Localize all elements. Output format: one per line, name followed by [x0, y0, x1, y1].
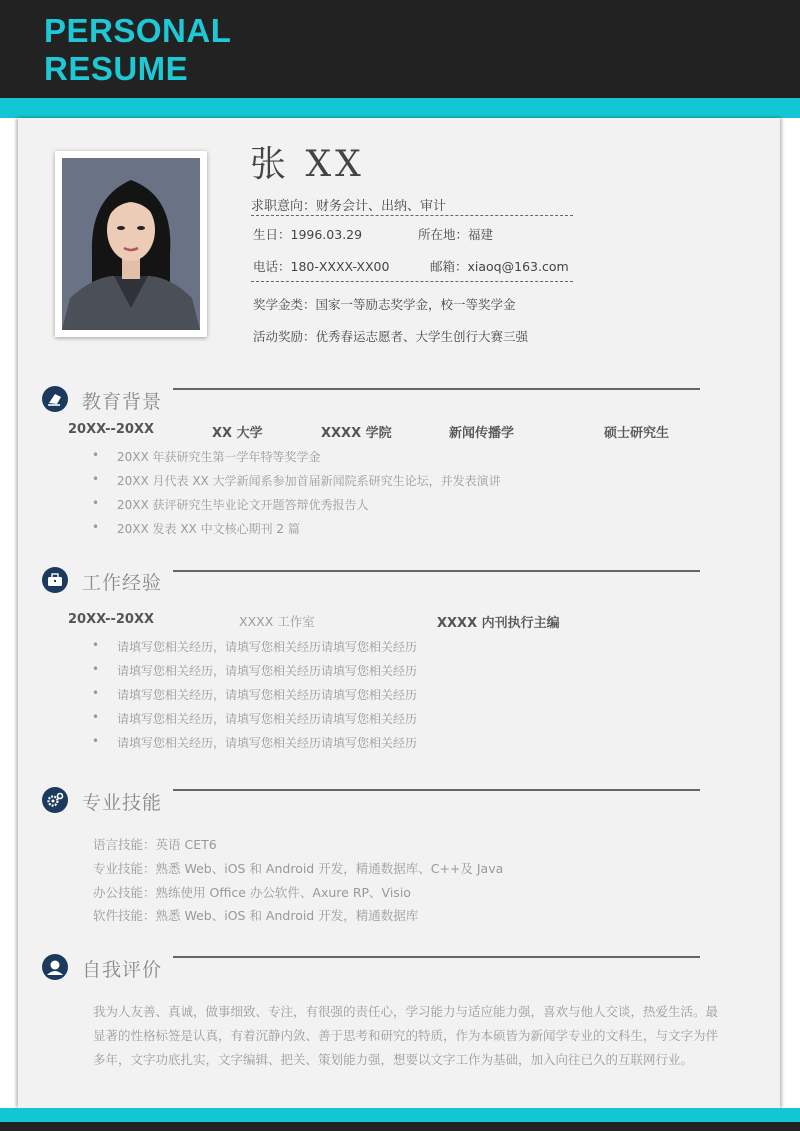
activity-award: 活动奖励：优秀春运志愿者、大学生创行大赛三强: [253, 329, 529, 344]
section-line: [173, 956, 700, 958]
title-personal: PERSONAL: [44, 12, 232, 49]
section-line: [173, 570, 700, 572]
gear-icon: [42, 787, 68, 813]
self-evaluation-text: 我为人友善、真诚，做事细致、专注，有很强的责任心，学习能力与适应能力强，喜欢与他人交谈，热爱生活。最显著的性格标签是认真，有着沉静内敛、善于思考和研究的特质，作为本硕皆为新闻学专业的文科生，与文字为伴多年，文字功底扎实，文字编辑、把关、策划能力强，想要以文字工作为基础，加入向往已久的互联网行业。: [93, 1004, 719, 1067]
education-period: 20XX--20XX: [68, 422, 155, 437]
phone: 电话：180-XXXX-XX00: [253, 259, 390, 274]
education-school: XX 大学: [212, 426, 263, 441]
skill-item: 专业技能：熟悉 Web、iOS 和 Android 开发，精通数据库、C++及 Java: [93, 861, 504, 876]
birth-date: 生日：1996.03.29: [253, 227, 363, 242]
profile-photo: [62, 158, 200, 330]
job-objective: 求职意向：财务会计、出纳、审计: [251, 199, 447, 214]
section-line: [173, 388, 700, 390]
section-title-skills: 专业技能: [82, 792, 163, 814]
email: 邮箱：xiaoq@163.com: [430, 259, 569, 274]
section-title-education: 教育背景: [82, 391, 163, 413]
footer-bar: [0, 1122, 800, 1131]
section-title-self: 自我评价: [82, 959, 163, 981]
work-company: XXXX 工作室: [239, 614, 315, 629]
section-title-work: 工作经验: [82, 572, 163, 594]
education-college: XXXX 学院: [321, 426, 392, 441]
skill-item: 语言技能：英语 CET6: [93, 837, 217, 852]
section-line: [173, 789, 700, 791]
skill-item: 办公技能：熟练使用 Office 办公软件、Axure RP、Visio: [93, 885, 411, 900]
user-icon: [42, 954, 68, 980]
education-degree: 硕士研究生: [604, 426, 670, 441]
portrait-illustration: [62, 158, 200, 330]
scholarship: 奖学金类：国家一等励志奖学金，校一等奖学金: [253, 297, 516, 312]
title-resume: RESUME: [44, 50, 189, 87]
divider-dashed: [251, 281, 573, 282]
divider-dashed: [251, 215, 573, 216]
profile-photo-frame: [55, 151, 207, 337]
work-position: XXXX 内刊执行主编: [437, 616, 560, 631]
candidate-name: 张 XX: [250, 144, 365, 185]
work-period: 20XX--20XX: [68, 612, 155, 627]
education-major: 新闻传播学: [449, 426, 515, 441]
education-icon: [42, 386, 68, 412]
skill-item: 软件技能：熟悉 Web、iOS 和 Android 开发，精通数据库: [93, 908, 419, 923]
bottom-accent-stripe: [0, 1108, 800, 1122]
top-accent-stripe: [0, 98, 800, 118]
location: 所在地：福建: [418, 227, 494, 242]
briefcase-icon: [42, 567, 68, 593]
